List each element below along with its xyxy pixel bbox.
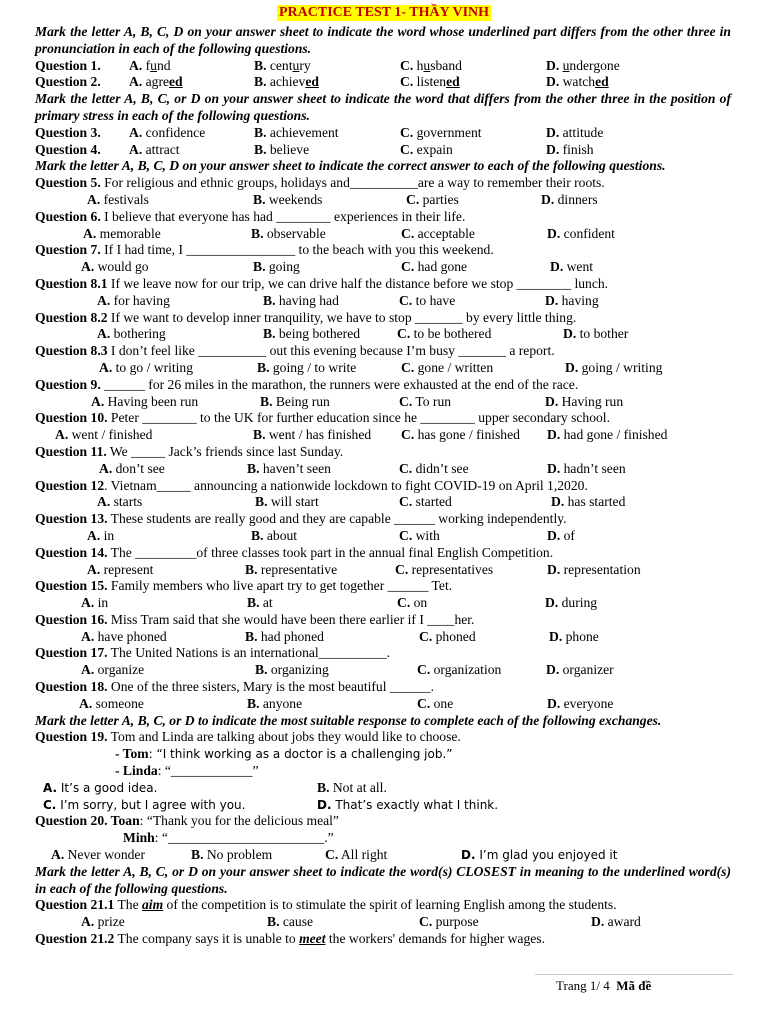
option-b: B. century <box>254 57 311 73</box>
answers-18: A. someone B. anyone C. one D. everyone <box>79 695 614 711</box>
question-8-1: Question 8.1 If we leave now for our trip, we can drive half the distance before we stop ________ lunch. <box>35 275 609 291</box>
question-8-2: Question 8.2 If we want to develop inner tranquility, we have to stop _______ by every little thing. <box>35 309 577 325</box>
question-7: Question 7. If I had time, I ________________ to the beach with you this weekend. <box>35 242 494 258</box>
dialogue-linda: - Linda: “____________” <box>115 763 259 779</box>
dialogue-minh: Minh: “_______________________.” <box>123 830 334 846</box>
question-9: Question 9. ______ for 26 miles in the marathon, the runners were exhausted at the end of the race. <box>35 376 579 392</box>
question-16: Question 16. Miss Tram said that she would have been there earlier if I ____her. <box>35 611 475 627</box>
footer-divider <box>535 974 733 975</box>
question-19: Question 19. Tom and Linda are talking about jobs they would like to choose. <box>35 729 461 745</box>
question-5: Question 5. For religious and ethnic groups, holidays and__________are a way to remember their roots. <box>35 175 605 191</box>
answers-9: A. Having been run B. Being run C. To run D. Having run <box>91 393 624 409</box>
page-title: PRACTICE TEST 1- THẦY VINH <box>278 5 490 20</box>
question-20: Question 20. Toan: “Thank you for the delicious meal” <box>35 813 339 829</box>
answers-13: A. in B. about C. with D. of <box>87 527 575 543</box>
question-17: Question 17. The United Nations is an international__________. <box>35 645 391 661</box>
option-c: C. husband <box>400 57 462 73</box>
question-15: Question 15. Family members who live apart try to get together ______ Tet. <box>35 578 453 594</box>
option-c: C. expain <box>400 141 453 157</box>
question-14: Question 14. The _________of three classes took part in the annual final English Competition. <box>35 544 554 560</box>
option-a: A. attract <box>129 141 180 157</box>
answers-8-2: A. bothering B. being bothered C. to be bothered D. to bother <box>97 326 629 342</box>
answers-12: A. starts B. will start C. started D. has started <box>97 494 626 510</box>
question-8-3: Question 8.3 I don’t feel like __________ out this evening because I’m busy _______ a report. <box>35 343 555 359</box>
question-3: Question 3. A. confidence B. achievement C. government D. attitude <box>35 124 604 140</box>
option-c: C. listened <box>400 74 460 90</box>
option-c: C. government <box>400 124 482 140</box>
option-a: A. confidence <box>129 124 206 140</box>
answers-17: A. organize B. organizing C. organization D. organizer <box>81 662 614 678</box>
option-b: B. believe <box>254 141 310 157</box>
answers-5: A. festivals B. weekends C. parties D. dinners <box>87 191 598 207</box>
question-21-1: Question 21.1 The aim of the competition is to stimulate the spirit of learning English among the students. <box>35 897 617 913</box>
answers-15: A. in B. at C. on D. during <box>81 595 598 611</box>
answers-10: A. went / finished B. went / has finished C. has gone / finished D. had gone / finished <box>55 427 668 443</box>
option-d: D. finish <box>546 141 594 157</box>
option-b: B. achievement <box>254 124 339 140</box>
page-number: Trang 1/ 4 <box>556 978 610 993</box>
answers-8-1: A. for having B. having had C. to have D. having <box>97 292 599 308</box>
question-6: Question 6. I believe that everyone has had ________ experiences in their life. <box>35 208 466 224</box>
questions-body <box>35 24 731 948</box>
answers-7: A. would go B. going C. had gone D. went <box>81 259 594 275</box>
answers-21-1: A. prize B. cause C. purpose D. award <box>81 914 641 930</box>
exam-code-label: Mã đề <box>616 978 652 993</box>
question-13: Question 13. These students are really good and they are capable ______ working independently. <box>35 511 567 527</box>
option-a: A. fund <box>129 57 171 73</box>
instruction-closest: Mark the letter A, B, C, or D on your answer sheet to indicate the word(s) CLOSEST in meaning to the underlined word(s) in each of the following questions. <box>35 863 731 896</box>
question-11: Question 11. We _____ Jack’s friends since last Sunday. <box>35 443 344 459</box>
option-d: D. attitude <box>546 124 604 140</box>
option-d: D. undergone <box>546 57 620 73</box>
page-footer <box>556 978 651 995</box>
question-10: Question 10. Peter ________ to the UK for further education since he ________ upper secondary school. <box>35 410 610 426</box>
question-2: Question 2. A. agreed B. achieved C. listened D. watched <box>35 74 609 90</box>
option-a: A. agreed <box>129 74 183 90</box>
question-18: Question 18. One of the three sisters, Mary is the most beautiful ______. <box>35 679 435 695</box>
answers-8-3: A. to go / writing B. going / to write C. gone / written D. going / writing <box>99 359 663 375</box>
option-b: B. achieved <box>254 74 319 90</box>
answers-19-ab: A. It’s a good idea. B. Not at all. <box>43 779 387 795</box>
option-d: D. watched <box>546 74 609 90</box>
question-12: Question 12. Vietnam_____ announcing a nationwide lockdown to fight COVID-19 on April 1,2020. <box>35 477 588 493</box>
answers-14: A. represent B. representative C. representatives D. representation <box>87 561 641 577</box>
instruction-response: Mark the letter A, B, C, or D to indicate the most suitable response to complete each of the following exchanges. <box>35 712 662 728</box>
dialogue-tom: - Tom: “I think working as a doctor is a challenging job.” <box>115 746 453 762</box>
question-4: Question 4. A. attract B. believe C. expain D. finish <box>35 141 594 157</box>
answers-11: A. don’t see B. haven’t seen C. didn’t see D. hadn’t seen <box>99 460 626 476</box>
answers-19-cd: C. I’m sorry, but I agree with you. D. That’s exactly what I think. <box>43 797 499 812</box>
question-1: Question 1. A. fund B. century C. husband D. undergone <box>35 57 620 73</box>
answers-16: A. have phoned B. had phoned C. phoned D. phone <box>81 628 599 644</box>
question-21-2: Question 21.2 The company says it is unable to meet the workers' demands for higher wages. <box>35 931 545 947</box>
answers-6: A. memorable B. observable C. acceptable D. confident <box>83 225 615 241</box>
worksheet-page <box>0 4 768 1028</box>
answers-20: A. Never wonder B. No problem C. All right D. I’m glad you enjoyed it <box>51 847 618 863</box>
instruction-pronunciation: Mark the letter A, B, C, D on your answer sheet to indicate the word whose underlined part differs from the other three in pronunciation in each of the following questions. <box>35 24 731 56</box>
instruction-stress: Mark the letter A, B, C, or D on your answer sheet to indicate the word that differs from the other three in the position of primary stress in each of the following questions. <box>35 91 731 123</box>
instruction-correct-answer: Mark the letter A, B, C, D on your answer sheet to indicate the correct answer to each of the following questions. <box>35 158 666 174</box>
